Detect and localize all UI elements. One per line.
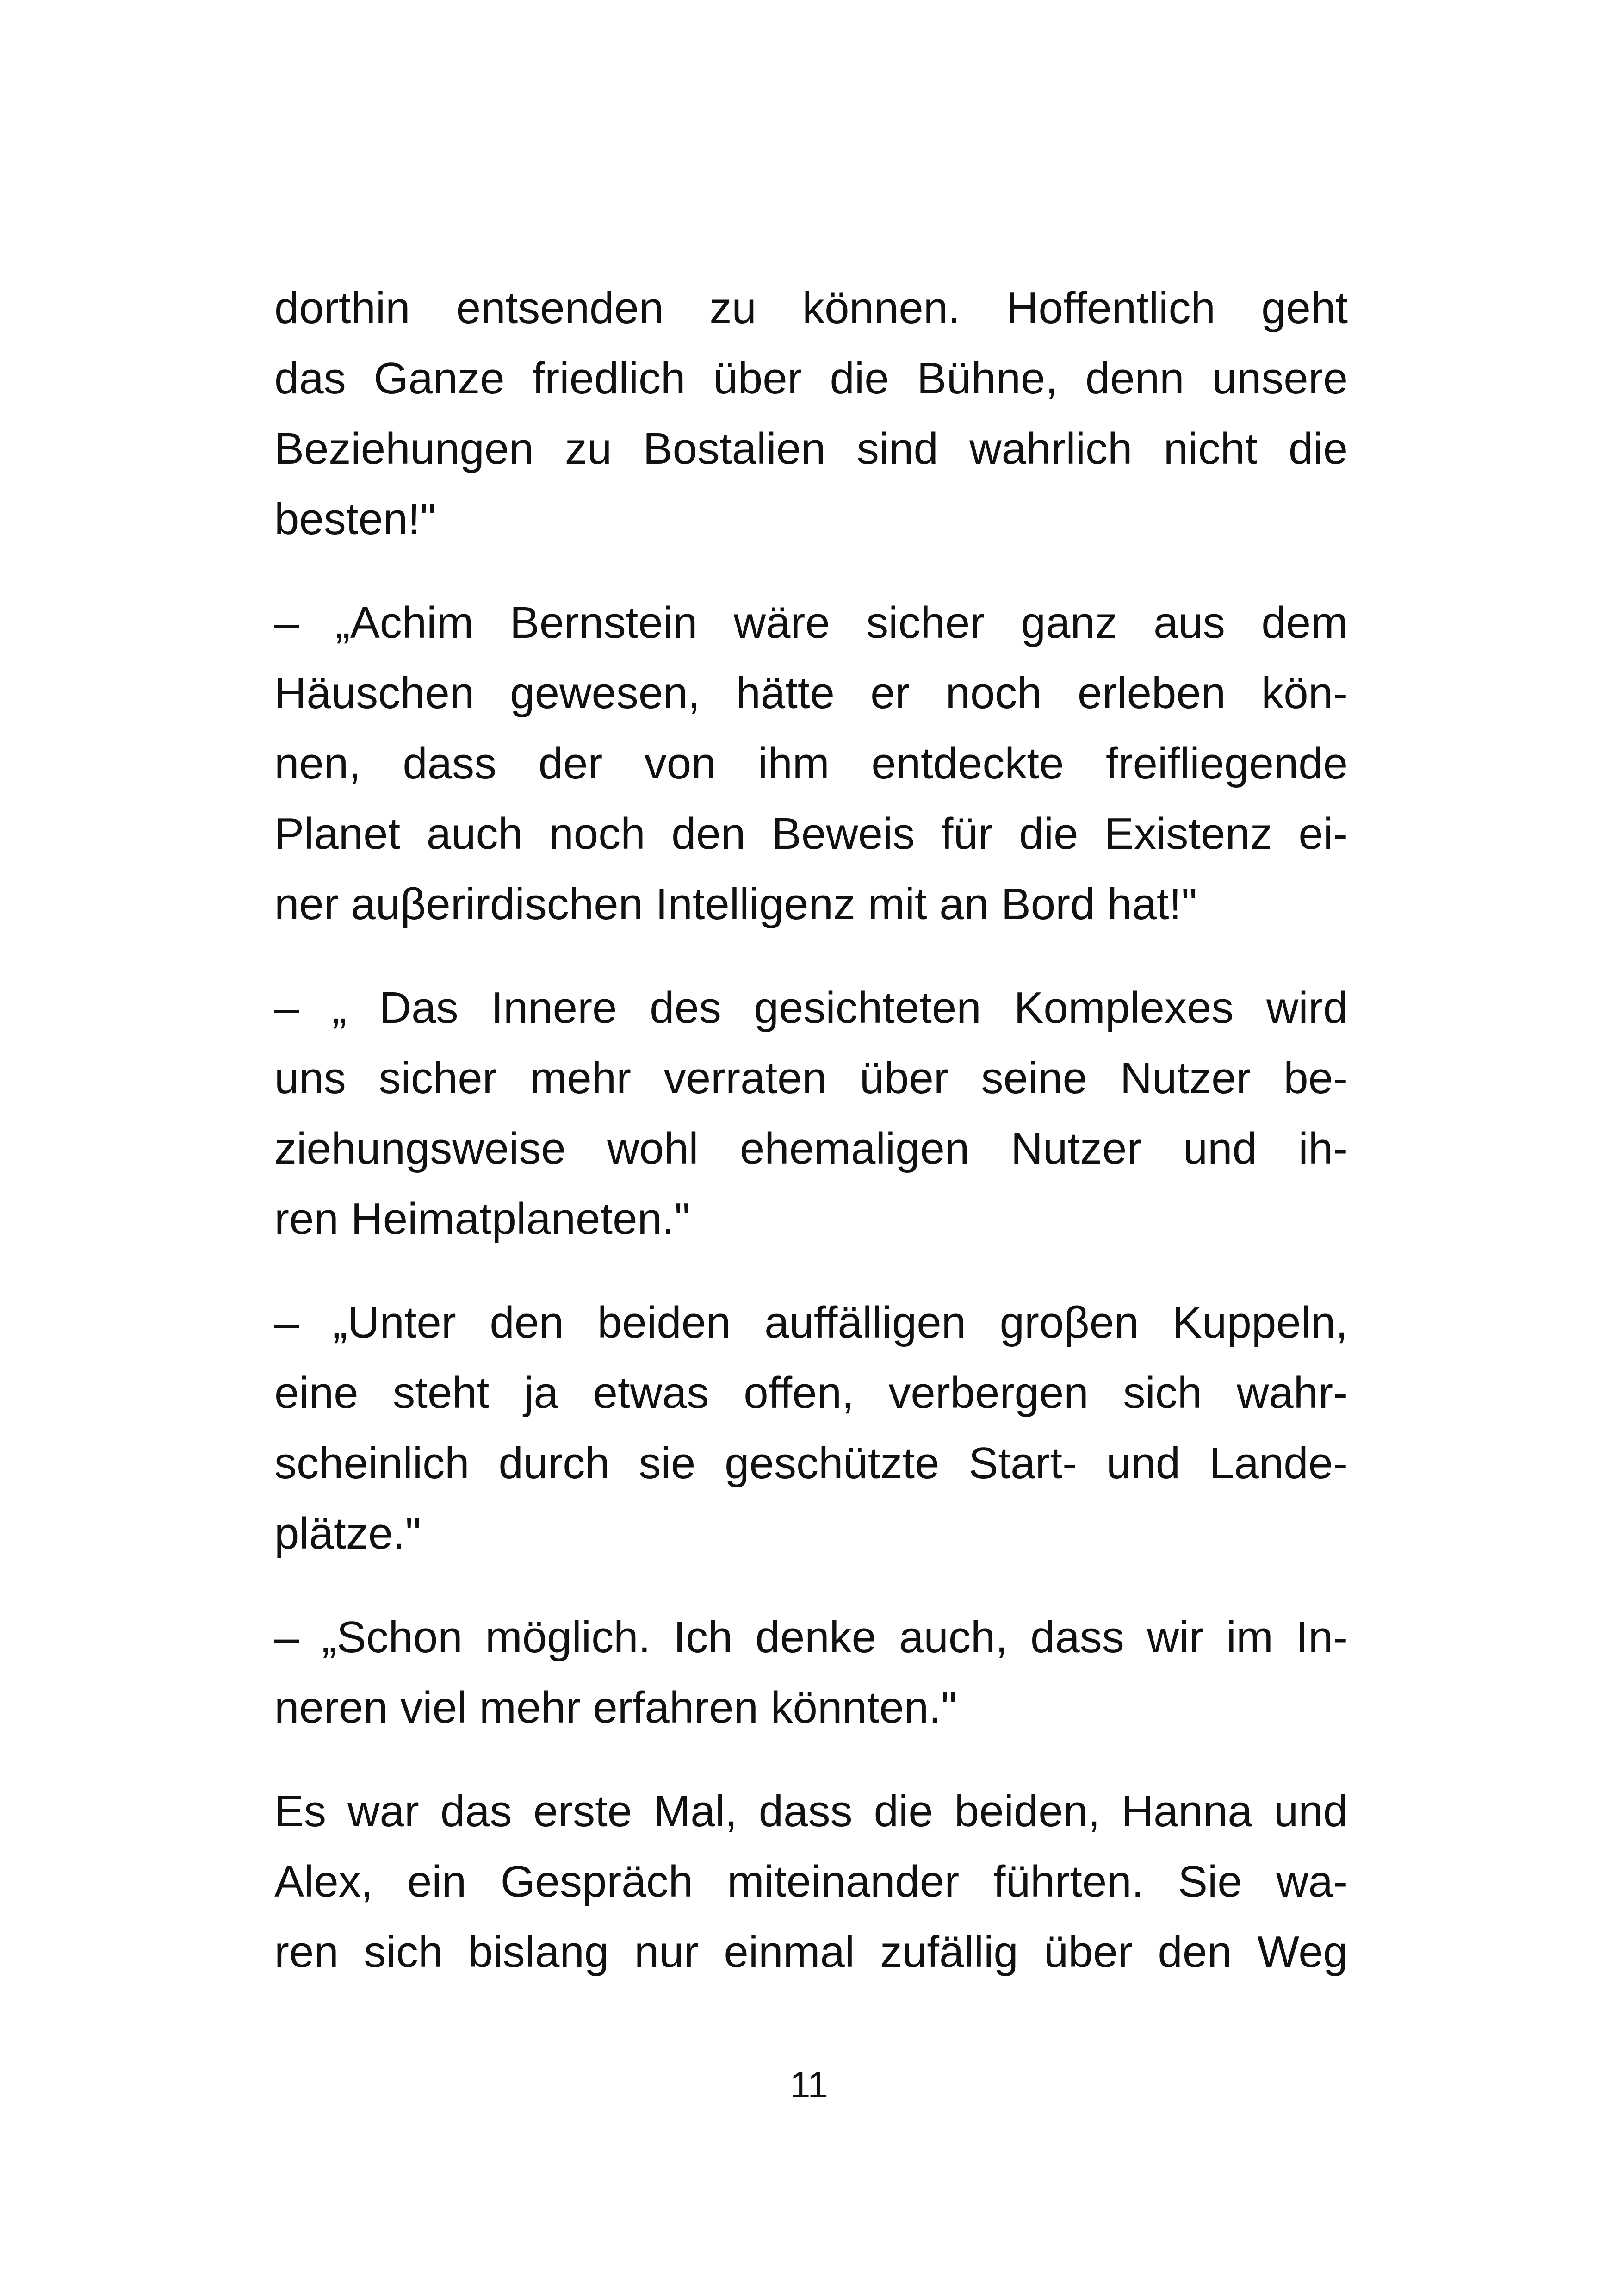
text-line: eine steht ja etwas offen, verbergen sich wahr- [274, 1368, 1348, 1418]
text-line: Häuschen gewesen, hätte er noch erleben kön- [274, 668, 1348, 718]
text-line: – „Schon möglich. Ich denke auch, dass wir im In- [274, 1612, 1348, 1662]
text-line: dorthin entsenden zu können. Hoffentlich geht [274, 283, 1348, 333]
text-line: plätze." [274, 1509, 421, 1558]
text-line: ziehungsweise wohl ehemaligen Nutzer und ih- [274, 1124, 1348, 1173]
text-line: neren viel mehr erfahren könnten." [274, 1683, 957, 1732]
text-line: ren sich bislang nur einmal zufällig über den Weg [274, 1927, 1348, 1977]
text-line: uns sicher mehr verraten über seine Nutzer be- [274, 1053, 1348, 1103]
text-line: ren Heimatplaneten." [274, 1194, 690, 1244]
text-line: Beziehungen zu Bostalien sind wahrlich nicht die [274, 424, 1348, 473]
text-line: – „ Das Innere des gesichteten Komplexes wird [274, 983, 1348, 1033]
text-line: – „Unter den beiden auffälligen groβen Kuppeln, [274, 1298, 1348, 1347]
text-line: scheinlich durch sie geschützte Start- und Lande- [274, 1438, 1348, 1488]
text-line: ner auβerirdischen Intelligenz mit an Bord hat!" [274, 879, 1197, 929]
text-line: – „Achim Bernstein wäre sicher ganz aus dem [274, 598, 1348, 647]
text-line: das Ganze friedlich über die Bühne, denn unsere [274, 354, 1348, 403]
page-number: 11 [789, 2064, 829, 2105]
text-line: Alex, ein Gespräch miteinander führten. Sie wa- [274, 1857, 1348, 1906]
text-line: Es war das erste Mal, dass die beiden, Hanna und [274, 1786, 1348, 1836]
text-line: besten!" [274, 494, 436, 544]
text-line: nen, dass der von ihm entdeckte freifliegende [274, 739, 1348, 788]
text-line: Planet auch noch den Beweis für die Existenz ei- [274, 809, 1348, 859]
